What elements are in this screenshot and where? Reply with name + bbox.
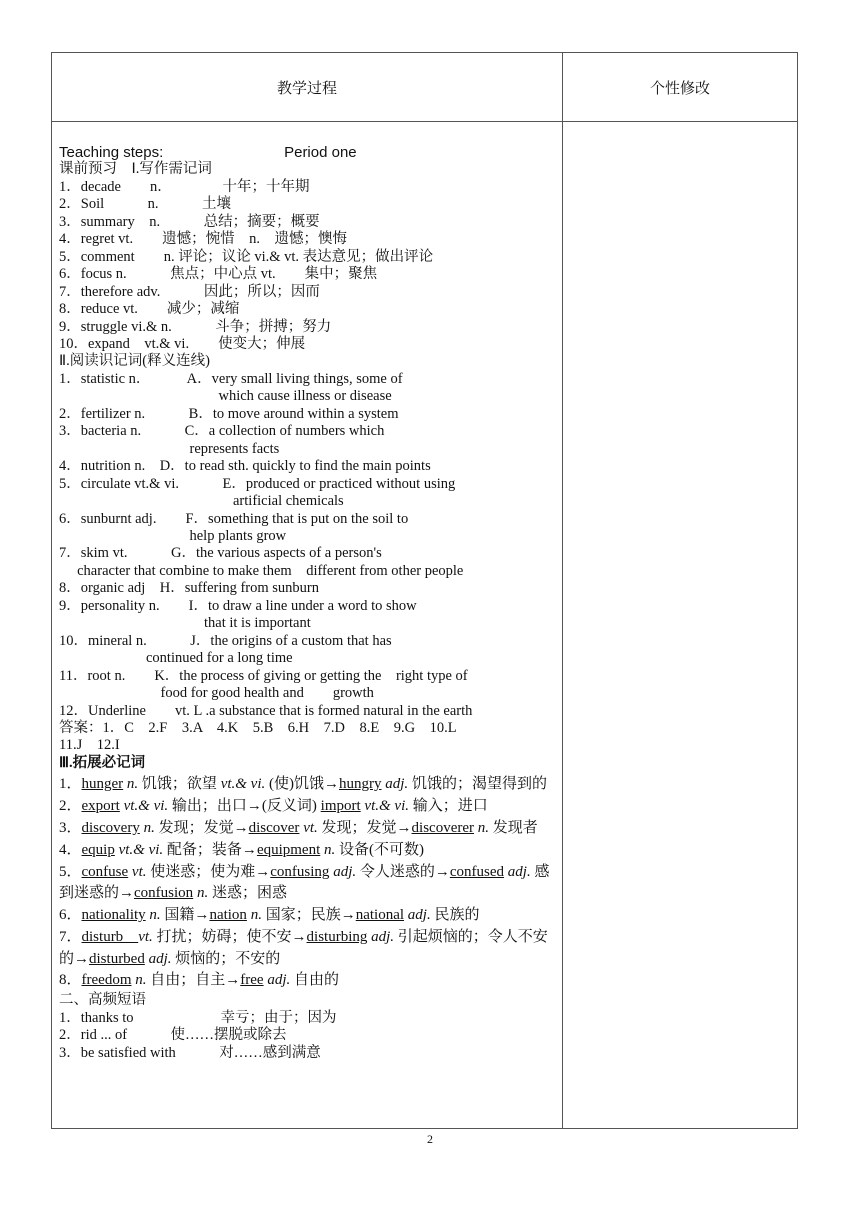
- expand-item-5: 5．confuse vt. 使迷惑；使为难→confusing adj. 令人迷惑的→confused adj. 感到迷惑的→confusion n. 迷惑；困惑: [59, 863, 550, 902]
- matching-line: 8．organic adj H．suffering from sunburn: [59, 580, 320, 597]
- vocab-item: 6．focus n. 焦点；中心点 vt. 集中；聚焦: [59, 266, 378, 283]
- title-label: Teaching steps:: [59, 144, 164, 161]
- matching-line: 2．fertilizer n. B．to move around within a system: [59, 405, 399, 422]
- matching-line: which cause illness or disease: [59, 388, 392, 405]
- expand-item-2: 2．export vt.& vi. 输出；出口→(反义词) import vt.& vi. 输入；进口: [59, 798, 488, 815]
- section-heading-reading: Ⅱ.阅读识记词(释义连线): [59, 353, 210, 370]
- section-heading-phrases: 二、高频短语: [59, 992, 146, 1009]
- lesson-table: [51, 52, 798, 1129]
- vocab-item: 4．regret vt. 遗憾；惋惜 n. 遗憾；懊悔: [59, 231, 347, 248]
- personal-edits-cell: [563, 122, 798, 1129]
- phrase-item: 1．thanks to 幸亏；由于；因为: [59, 1009, 337, 1026]
- header-teaching-process: 教学过程: [52, 53, 563, 122]
- matching-line: that it is important: [59, 615, 311, 632]
- matching-line: 11．root n. K．the process of giving or getting the right type of: [59, 667, 468, 684]
- expand-item-3: 3．discovery n. 发现；发觉→discover vt. 发现；发觉→discoverer n. 发现者: [59, 819, 538, 836]
- phrase-item: 2．rid ... of 使……摆脱或除去: [59, 1027, 287, 1044]
- period-label: Period one: [284, 144, 357, 161]
- vocab-item: 10．expand vt.& vi. 使变大；伸展: [59, 335, 306, 352]
- expand-item-8: 8．freedom n. 自由；自主→free adj. 自由的: [59, 972, 340, 989]
- vocab-item: 2．Soil n. 土壤: [59, 196, 231, 213]
- vocab-item: 9．struggle vi.& n. 斗争；拼搏；努力: [59, 318, 332, 335]
- title-line: [59, 144, 559, 161]
- header-row: [52, 53, 798, 122]
- vocab-item: 3．summary n. 总结；摘要；概要: [59, 213, 320, 230]
- header-personal-edits: 个性修改: [563, 53, 798, 122]
- matching-line: 3．bacteria n. C．a collection of numbers which: [59, 423, 385, 440]
- matching-line: 5．circulate vt.& vi. E．produced or practiced without using: [59, 475, 456, 492]
- matching-line: represents facts: [59, 440, 280, 457]
- teaching-content: [59, 144, 559, 1062]
- matching-line: 12．Underline vt. L .a substance that is formed natural in the earth: [59, 702, 473, 719]
- matching-line: artificial chemicals: [59, 493, 344, 510]
- section-heading-writing: 课前预习 Ⅰ.写作需记词: [59, 161, 212, 178]
- expand-item-7: 7．disturb vt. 打扰；妨碍；使不安→disturbing adj. 引起烦恼的；令人不安的→disturbed adj. 烦恼的；不安的: [59, 928, 548, 967]
- section-heading-expand: Ⅲ.拓展必记词: [59, 754, 146, 771]
- expand-item-1: 1．hunger n. 饥饿；欲望 vt.& vi. (使)饥饿→hungry adj. 饥饿的；渴望得到的: [59, 776, 547, 793]
- phrase-item: 3．be satisfied with 对……感到满意: [59, 1044, 321, 1061]
- vocab-item: 8．reduce vt. 减少；减缩: [59, 301, 240, 318]
- content-row: [52, 122, 798, 1129]
- matching-line: 10．mineral n. J．the origins of a custom that has: [59, 632, 392, 649]
- matching-line: 7．skim vt. G．the various aspects of a person's: [59, 545, 382, 562]
- answers-line: 11.J 12.I: [59, 737, 120, 754]
- matching-line: character that combine to make them different from other people: [59, 562, 464, 579]
- vocab-item: 5．comment n. 评论；议论 vi.& vt. 表达意见；做出评论: [59, 248, 434, 265]
- teaching-content-cell: [52, 122, 563, 1129]
- expand-item-4: 4．equip vt.& vi. 配备；装备→equipment n. 设备(不可数): [59, 841, 425, 858]
- page-number: 2: [427, 1132, 433, 1146]
- matching-line: 6．sunburnt adj. F．something that is put on the soil to: [59, 510, 409, 527]
- matching-line: continued for a long time: [59, 650, 293, 667]
- vocab-item: 7．therefore adv. 因此；所以；因而: [59, 283, 320, 300]
- matching-line: help plants grow: [59, 527, 287, 544]
- matching-line: 4．nutrition n. D．to read sth. quickly to find the main points: [59, 458, 431, 475]
- vocab-item: 1．decade n． 十年；十年期: [59, 178, 310, 195]
- answers-line: 答案：1．C 2.F 3.A 4.K 5.B 6.H 7.D 8.E 9.G 10.L: [59, 719, 457, 736]
- matching-line: 1．statistic n． A．very small living things, some of: [59, 370, 403, 387]
- expand-item-6: 6．nationality n. 国籍→nation n. 国家；民族→national adj. 民族的: [59, 907, 480, 924]
- matching-line: food for good health and growth: [59, 685, 374, 702]
- matching-line: 9．personality n. I．to draw a line under a word to show: [59, 597, 417, 614]
